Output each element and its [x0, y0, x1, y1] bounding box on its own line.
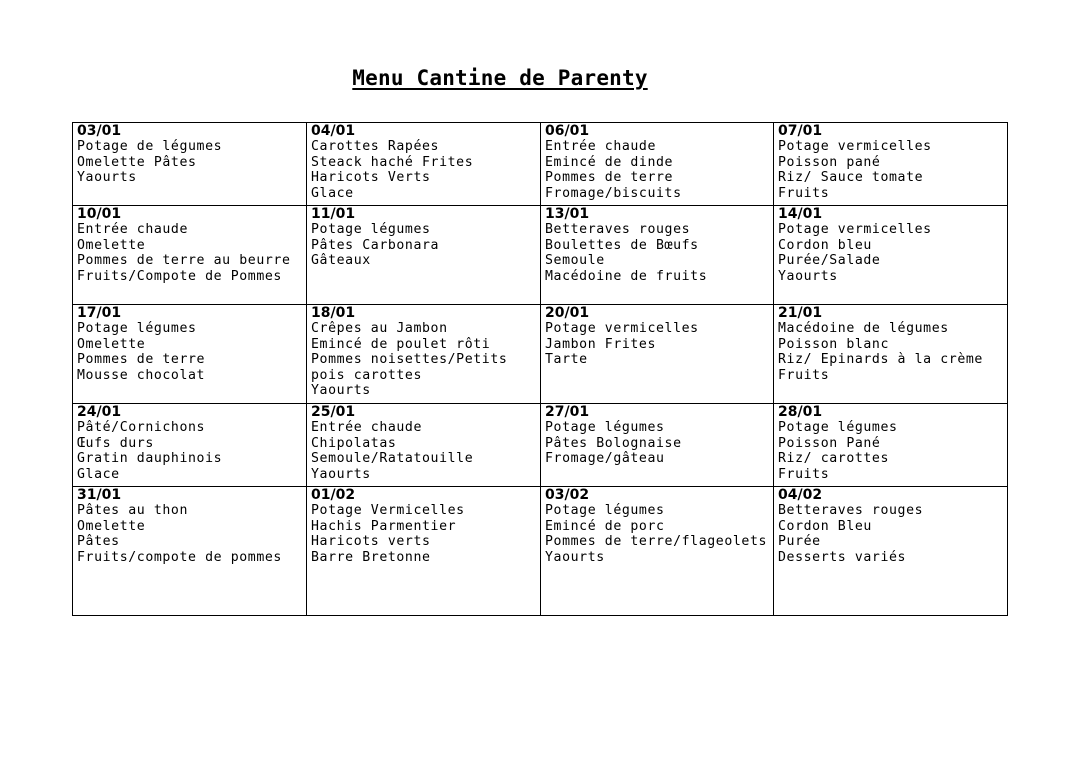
day-date: 10/01 [77, 206, 122, 222]
day-cell [774, 123, 1008, 206]
menu-item: Yaourts [311, 383, 371, 399]
menu-item: Carottes Rapées [311, 139, 440, 155]
menu-item: Yaourts [545, 549, 605, 565]
menu-item: Yaourts [77, 170, 137, 186]
menu-item: Semoule [545, 253, 605, 269]
menu-item: Yaourts [311, 466, 371, 482]
menu-item: Fromage/gâteau [545, 451, 665, 467]
table-row [73, 404, 1008, 487]
day-cell [541, 404, 774, 487]
day-cell [774, 404, 1008, 487]
day-date: 27/01 [545, 404, 590, 420]
menu-item: Macédoine de fruits [545, 268, 708, 284]
menu-item: Desserts variés [778, 549, 907, 565]
menu-item: Potage vermicelles [778, 222, 932, 238]
day-date: 20/01 [545, 305, 590, 321]
menu-item: Riz/ Epinards à la crème [778, 352, 983, 368]
day-cell [774, 487, 1008, 616]
menu-item: Cordon bleu [778, 237, 872, 253]
day-cell [541, 123, 774, 206]
menu-item: Entrée chaude [545, 139, 657, 155]
menu-item: Jambon Frites [545, 336, 657, 352]
day-cell [307, 487, 541, 616]
menu-item: Fruits/compote de pommes [77, 549, 282, 565]
table-row [73, 123, 1008, 206]
day-date: 17/01 [77, 305, 122, 321]
menu-item: Emincé de poulet rôti [311, 336, 491, 352]
menu-item: Œufs durs [77, 435, 154, 451]
menu-item: Pâtes [77, 534, 120, 550]
day-cell [541, 206, 774, 305]
menu-item: Potage légumes [545, 503, 665, 519]
menu-item: Potage légumes [77, 321, 197, 337]
menu-item: Macédoine de légumes [778, 321, 949, 337]
menu-item: Pommes de terre au beurre [77, 253, 291, 269]
day-cell [73, 404, 307, 487]
menu-item: Haricots Verts [311, 170, 431, 186]
menu-item: Yaourts [778, 268, 838, 284]
table-row [73, 487, 1008, 616]
menu-item: Pâté/Cornichons [77, 420, 206, 436]
menu-item: Entrée chaude [77, 222, 189, 238]
day-date: 25/01 [311, 404, 356, 420]
table-row [73, 206, 1008, 305]
menu-item: Pommes de terre/flageolets [545, 534, 768, 550]
menu-item: Poisson blanc [778, 336, 890, 352]
menu-item: Potage légumes [311, 222, 431, 238]
day-cell [774, 206, 1008, 305]
day-cell [73, 487, 307, 616]
day-date: 28/01 [778, 404, 823, 420]
menu-item: Gratin dauphinois [77, 451, 223, 467]
day-date: 11/01 [311, 206, 356, 222]
menu-item: Fruits [778, 367, 830, 383]
day-date: 01/02 [311, 487, 356, 503]
day-date: 24/01 [77, 404, 122, 420]
menu-item: Fruits/Compote de Pommes [77, 268, 282, 284]
menu-item: Crêpes au Jambon [311, 321, 448, 337]
menu-item: Pommes de terre [545, 170, 674, 186]
menu-item: Fruits [778, 185, 830, 201]
menu-item: Tarte [545, 352, 588, 368]
menu-item: Potage légumes [545, 420, 665, 436]
menu-item: Semoule/Ratatouille [311, 451, 474, 467]
menu-item: Pâtes Carbonara [311, 237, 440, 253]
menu-item: Omelette Pâtes [77, 154, 197, 170]
day-date: 04/02 [778, 487, 823, 503]
menu-item: Glace [311, 185, 354, 201]
day-cell [307, 305, 541, 404]
day-cell [541, 487, 774, 616]
day-cell [307, 206, 541, 305]
day-date: 03/02 [545, 487, 590, 503]
menu-item: Chipolatas [311, 435, 397, 451]
menu-item: Hachis Parmentier [311, 518, 457, 534]
menu-item: Betteraves rouges [778, 503, 924, 519]
menu-item: Purée [778, 534, 821, 550]
menu-item: Poisson Pané [778, 435, 881, 451]
day-cell [73, 305, 307, 404]
day-date: 13/01 [545, 206, 590, 222]
menu-item: Gâteaux [311, 253, 371, 269]
menu-item: Barre Bretonne [311, 549, 431, 565]
menu-item: Boulettes de Bœufs [545, 237, 699, 253]
menu-table [72, 122, 1008, 616]
menu-item: Pâtes Bolognaise [545, 435, 682, 451]
table-row [73, 305, 1008, 404]
menu-item: Steack haché Frites [311, 154, 474, 170]
menu-item: Omelette [77, 518, 146, 534]
menu-item: Omelette [77, 237, 146, 253]
menu-item: Poisson pané [778, 154, 881, 170]
menu-item: Potage légumes [778, 420, 898, 436]
day-date: 07/01 [778, 123, 823, 139]
menu-item: Cordon Bleu [778, 518, 872, 534]
menu-item: Pommes de terre [77, 352, 206, 368]
day-cell [73, 123, 307, 206]
menu-item: Emincé de dinde [545, 154, 674, 170]
day-date: 21/01 [778, 305, 823, 321]
menu-item: Glace [77, 466, 120, 482]
menu-item: Mousse chocolat [77, 367, 206, 383]
menu-item: Potage Vermicelles [311, 503, 465, 519]
day-cell [307, 404, 541, 487]
day-cell [774, 305, 1008, 404]
menu-item: Fruits [778, 466, 830, 482]
menu-item: Riz/ carottes [778, 451, 890, 467]
day-date: 14/01 [778, 206, 823, 222]
menu-item: Riz/ Sauce tomate [778, 170, 924, 186]
day-date: 06/01 [545, 123, 590, 139]
day-date: 03/01 [77, 123, 122, 139]
day-date: 18/01 [311, 305, 356, 321]
day-date: 04/01 [311, 123, 356, 139]
menu-item: Potage vermicelles [545, 321, 699, 337]
menu-item: Betteraves rouges [545, 222, 691, 238]
menu-item: Emincé de porc [545, 518, 665, 534]
menu-item: Pâtes au thon [77, 503, 189, 519]
page-title: Menu Cantine de Parenty [352, 66, 648, 90]
menu-item: Omelette [77, 336, 146, 352]
day-cell [307, 123, 541, 206]
menu-item: Pommes noisettes/Petits pois carottes [311, 352, 508, 383]
menu-item: Purée/Salade [778, 253, 881, 269]
day-cell [541, 305, 774, 404]
day-cell [73, 206, 307, 305]
menu-item: Fromage/biscuits [545, 185, 682, 201]
menu-item: Entrée chaude [311, 420, 423, 436]
menu-item: Haricots verts [311, 534, 431, 550]
menu-item: Potage vermicelles [778, 139, 932, 155]
day-date: 31/01 [77, 487, 122, 503]
menu-item: Potage de légumes [77, 139, 223, 155]
